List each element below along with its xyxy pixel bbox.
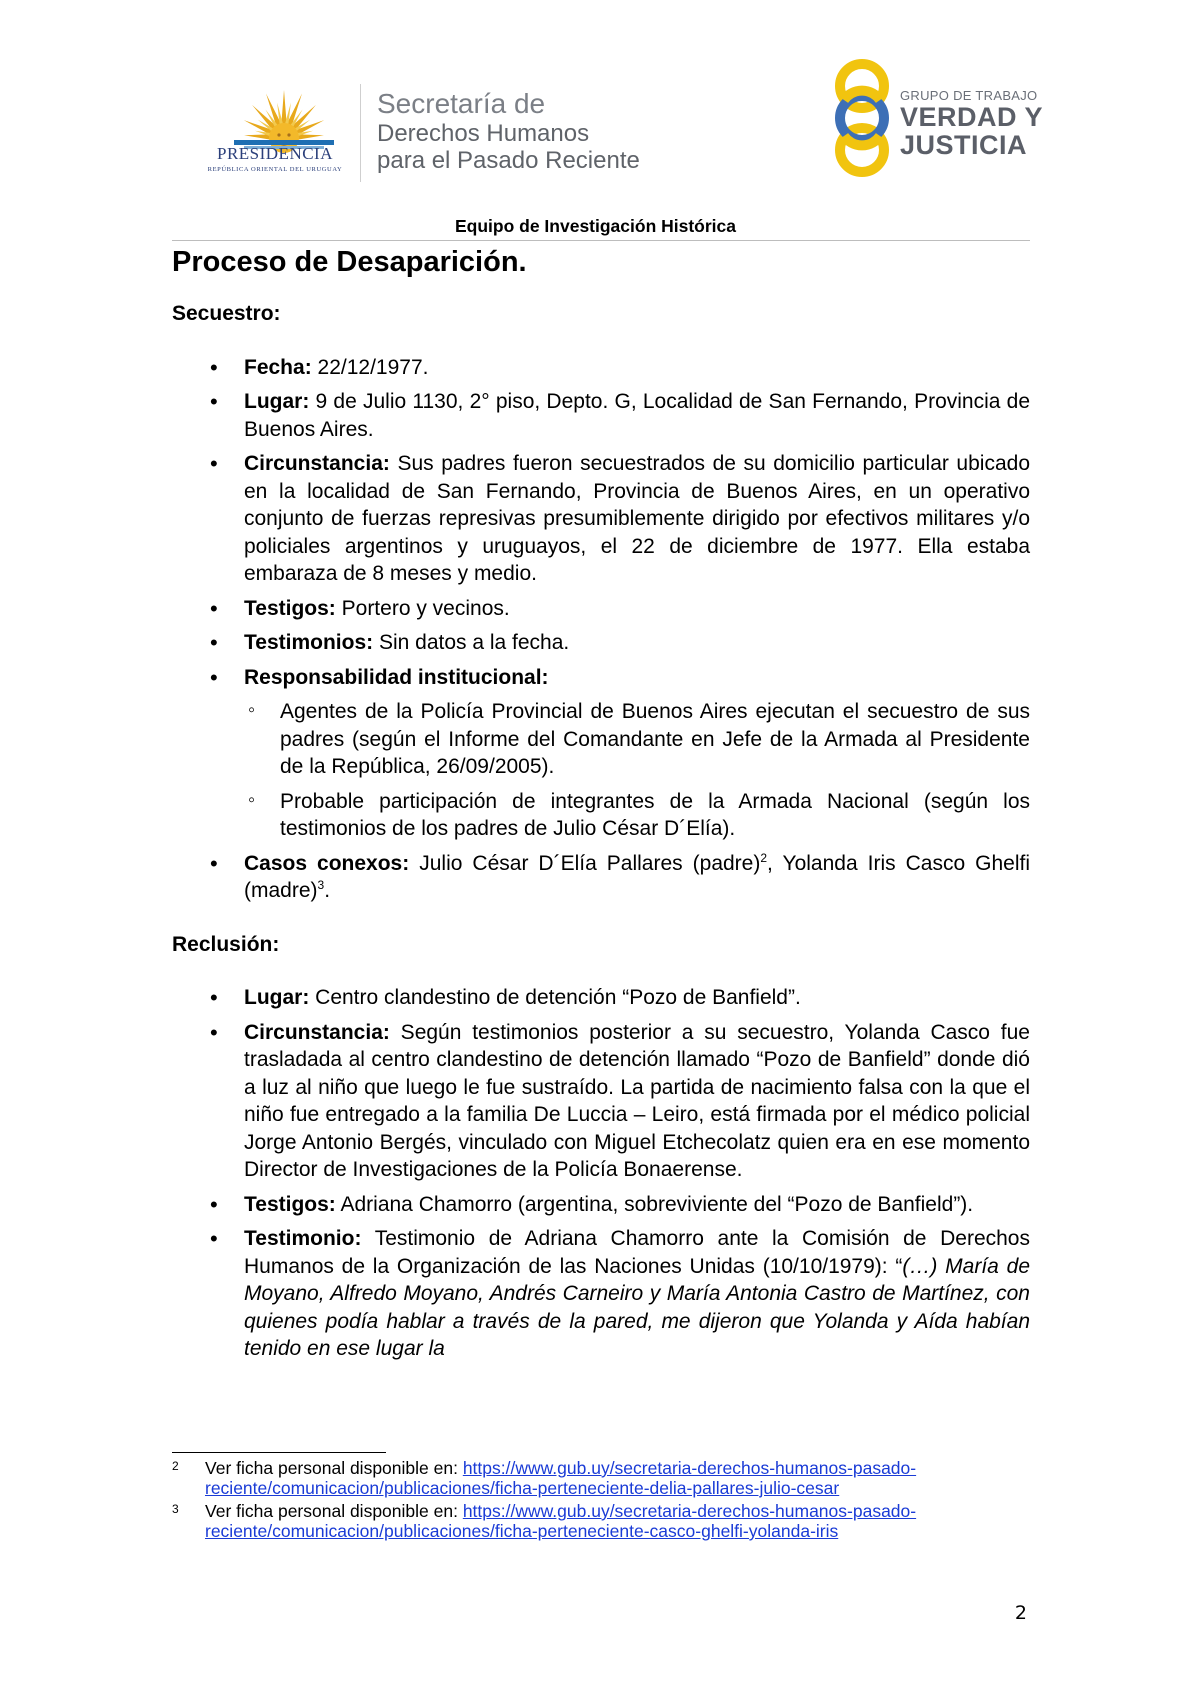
header-rule xyxy=(172,240,1030,241)
reclusion-list xyxy=(172,984,1030,1363)
justicia-label: JUSTICIA xyxy=(900,130,1028,160)
list-item-circunstancia xyxy=(172,1019,1030,1184)
presidencia-label: PRESIDENCIA xyxy=(216,144,333,163)
sublist-item: ◦ Agentes de la Policía Provincial de Buenos Aires ejecutan el secuestro de sus padres (según el Informe del Comandante en Jefe de la Armada al Presidente de la República, 26/09/2005). xyxy=(244,698,1030,781)
testigos-label: Testigos: xyxy=(244,596,336,620)
secretaria-line-3: para el Pasado Reciente xyxy=(377,147,640,174)
casos-label: Casos conexos: xyxy=(244,851,410,875)
casos-value-b: , Yolanda Iris Casco Ghelfi (madre) xyxy=(244,851,1030,902)
fecha-label: Fecha: xyxy=(244,355,312,379)
secretaria-line-2: Derechos Humanos xyxy=(377,120,590,147)
document-title: Proceso de Desaparición. xyxy=(172,246,527,278)
circunstancia-label: Circunstancia: xyxy=(244,1020,390,1044)
footnote-number: 3 xyxy=(172,1502,179,1516)
testimonio-value: Testimonio de Adriana Chamorro ante la Comisión de Derechos Humanos de la Organización de las Naciones Unidas (10/10/1979): “ xyxy=(244,1227,1030,1278)
list-item-responsabilidad xyxy=(172,664,1030,843)
footnote-number: 2 xyxy=(172,1459,179,1473)
list-item-casos-conexos xyxy=(172,850,1030,905)
footnote-text: Ver ficha personal disponible en: xyxy=(205,1458,463,1478)
lugar-label: Lugar: xyxy=(244,390,310,413)
footnote-ref-2[interactable]: 2 xyxy=(760,850,768,865)
grupo-label: GRUPO DE TRABAJO xyxy=(900,88,1038,103)
testimonio-label: Testimonio: xyxy=(244,1227,362,1250)
presidencia-wordmark xyxy=(200,144,350,173)
sublist-item: ◦ Probable participación de integrantes de la Armada Nacional (según los testimonios de los padres de Julio César D´Elía). xyxy=(244,788,1030,843)
footnote-2 xyxy=(172,1458,1030,1498)
casos-value-c: . xyxy=(324,879,331,902)
list-item-testimonios xyxy=(172,629,1030,657)
responsabilidad-label: Responsabilidad institucional: xyxy=(244,665,549,689)
circunstancia-value: Según testimonios posterior a su secuestro, Yolanda Casco fue trasladada al centro clandestino de detención llamado “Pozo de Banfield” donde dió a luz al niño que luego le fue sustraído. La partida de nacimiento falsa con la que el niño fue entregado a la familia De Luccia – Leiro, está firmada por el médico policial Jorge Antonio Bergés, vinculado con Miguel Etchecolatz quien era en ese momento Director de Investigaciones de la Policía Bonaerense. xyxy=(244,1020,1030,1181)
verdad-label: VERDAD Y xyxy=(900,102,1044,132)
secuestro-heading: Secuestro: xyxy=(172,302,281,325)
list-item-circunstancia xyxy=(172,450,1030,588)
circunstancia-value: Sus padres fueron secuestrados de su domicilio particular ubicado en la localidad de San Fernando, Provincia de Buenos Aires, en un operativo conjunto de fuerzas represivas presumiblemente dirigido por efectivos militares y/o policiales argentinos y uruguayos, el 22 de diciembre de 1977. Ella estaba embaraza de 8 meses y medio. xyxy=(244,452,1030,585)
lugar-label: Lugar: xyxy=(244,986,310,1009)
footnote-link[interactable]: https://www.gub.uy/secretaria-derechos-humanos-pasado-reciente/comunicacion/publicaciones/ficha-perteneciente-delia-pallares-julio-cesar xyxy=(205,1458,917,1498)
secretaria-line-1: Secretaría de xyxy=(377,88,546,119)
testimonios-value: Sin datos a la fecha. xyxy=(373,631,570,654)
secretaria-wordmark xyxy=(377,88,640,174)
testigos-value: Portero y vecinos. xyxy=(335,596,510,620)
verdad-justicia-wordmark xyxy=(900,88,1043,159)
testigos-label: Testigos: xyxy=(244,1192,336,1216)
testimonios-label: Testimonios: xyxy=(244,631,374,654)
responsabilidad-sublist xyxy=(244,698,1030,843)
circunstancia-label: Circunstancia: xyxy=(244,452,390,475)
fecha-value: 22/12/1977. xyxy=(311,355,429,379)
reclusion-heading: Reclusión: xyxy=(172,932,280,956)
footnote-3 xyxy=(172,1501,1030,1541)
list-item-testimonio xyxy=(172,1225,1030,1363)
list-item-fecha xyxy=(172,354,1030,382)
header-divider xyxy=(360,84,361,182)
footnote-link[interactable]: https://www.gub.uy/secretaria-derechos-humanos-pasado-reciente/comunicacion/publicaciones/ficha-perteneciente-casco-ghelfi-yolanda-iris xyxy=(205,1501,917,1541)
footnotes xyxy=(172,1458,1030,1541)
footnote-ref-3[interactable]: 3 xyxy=(317,878,325,892)
list-item-lugar xyxy=(172,984,1030,1012)
testigos-value: Adriana Chamorro (argentina, sobreviviente del “Pozo de Banfield”). xyxy=(335,1192,974,1216)
list-item-lugar xyxy=(172,388,1030,443)
testimonio-quote: (…) María de Moyano, Alfredo Moyano, Andrés Carneiro y María Antonia Castro de Martínez, con quienes podía hablar a través de la pared, me dijeron que Yolanda y Aída habían tenido en ese lugar la xyxy=(244,1254,1030,1360)
footnote-text: Ver ficha personal disponible en: xyxy=(205,1501,463,1521)
team-heading: Equipo de Investigación Histórica xyxy=(454,216,737,236)
list-item-testigos xyxy=(172,1191,1030,1219)
republica-label: REPÚBLICA ORIENTAL DEL URUGUAY xyxy=(207,166,343,173)
footnote-separator xyxy=(172,1452,386,1453)
list-item-testigos xyxy=(172,595,1030,623)
document-body xyxy=(172,244,1030,1363)
page-number: 2 xyxy=(1014,1602,1027,1624)
lugar-value: 9 de Julio 1130, 2° piso, Depto. G, Localidad de San Fernando, Provincia de Buenos Aires. xyxy=(244,390,1030,441)
lugar-value: Centro clandestino de detención “Pozo de Banfield”. xyxy=(309,986,801,1009)
casos-value-a: Julio César D´Elía Pallares (padre) xyxy=(409,851,761,875)
secuestro-list xyxy=(172,354,1030,905)
